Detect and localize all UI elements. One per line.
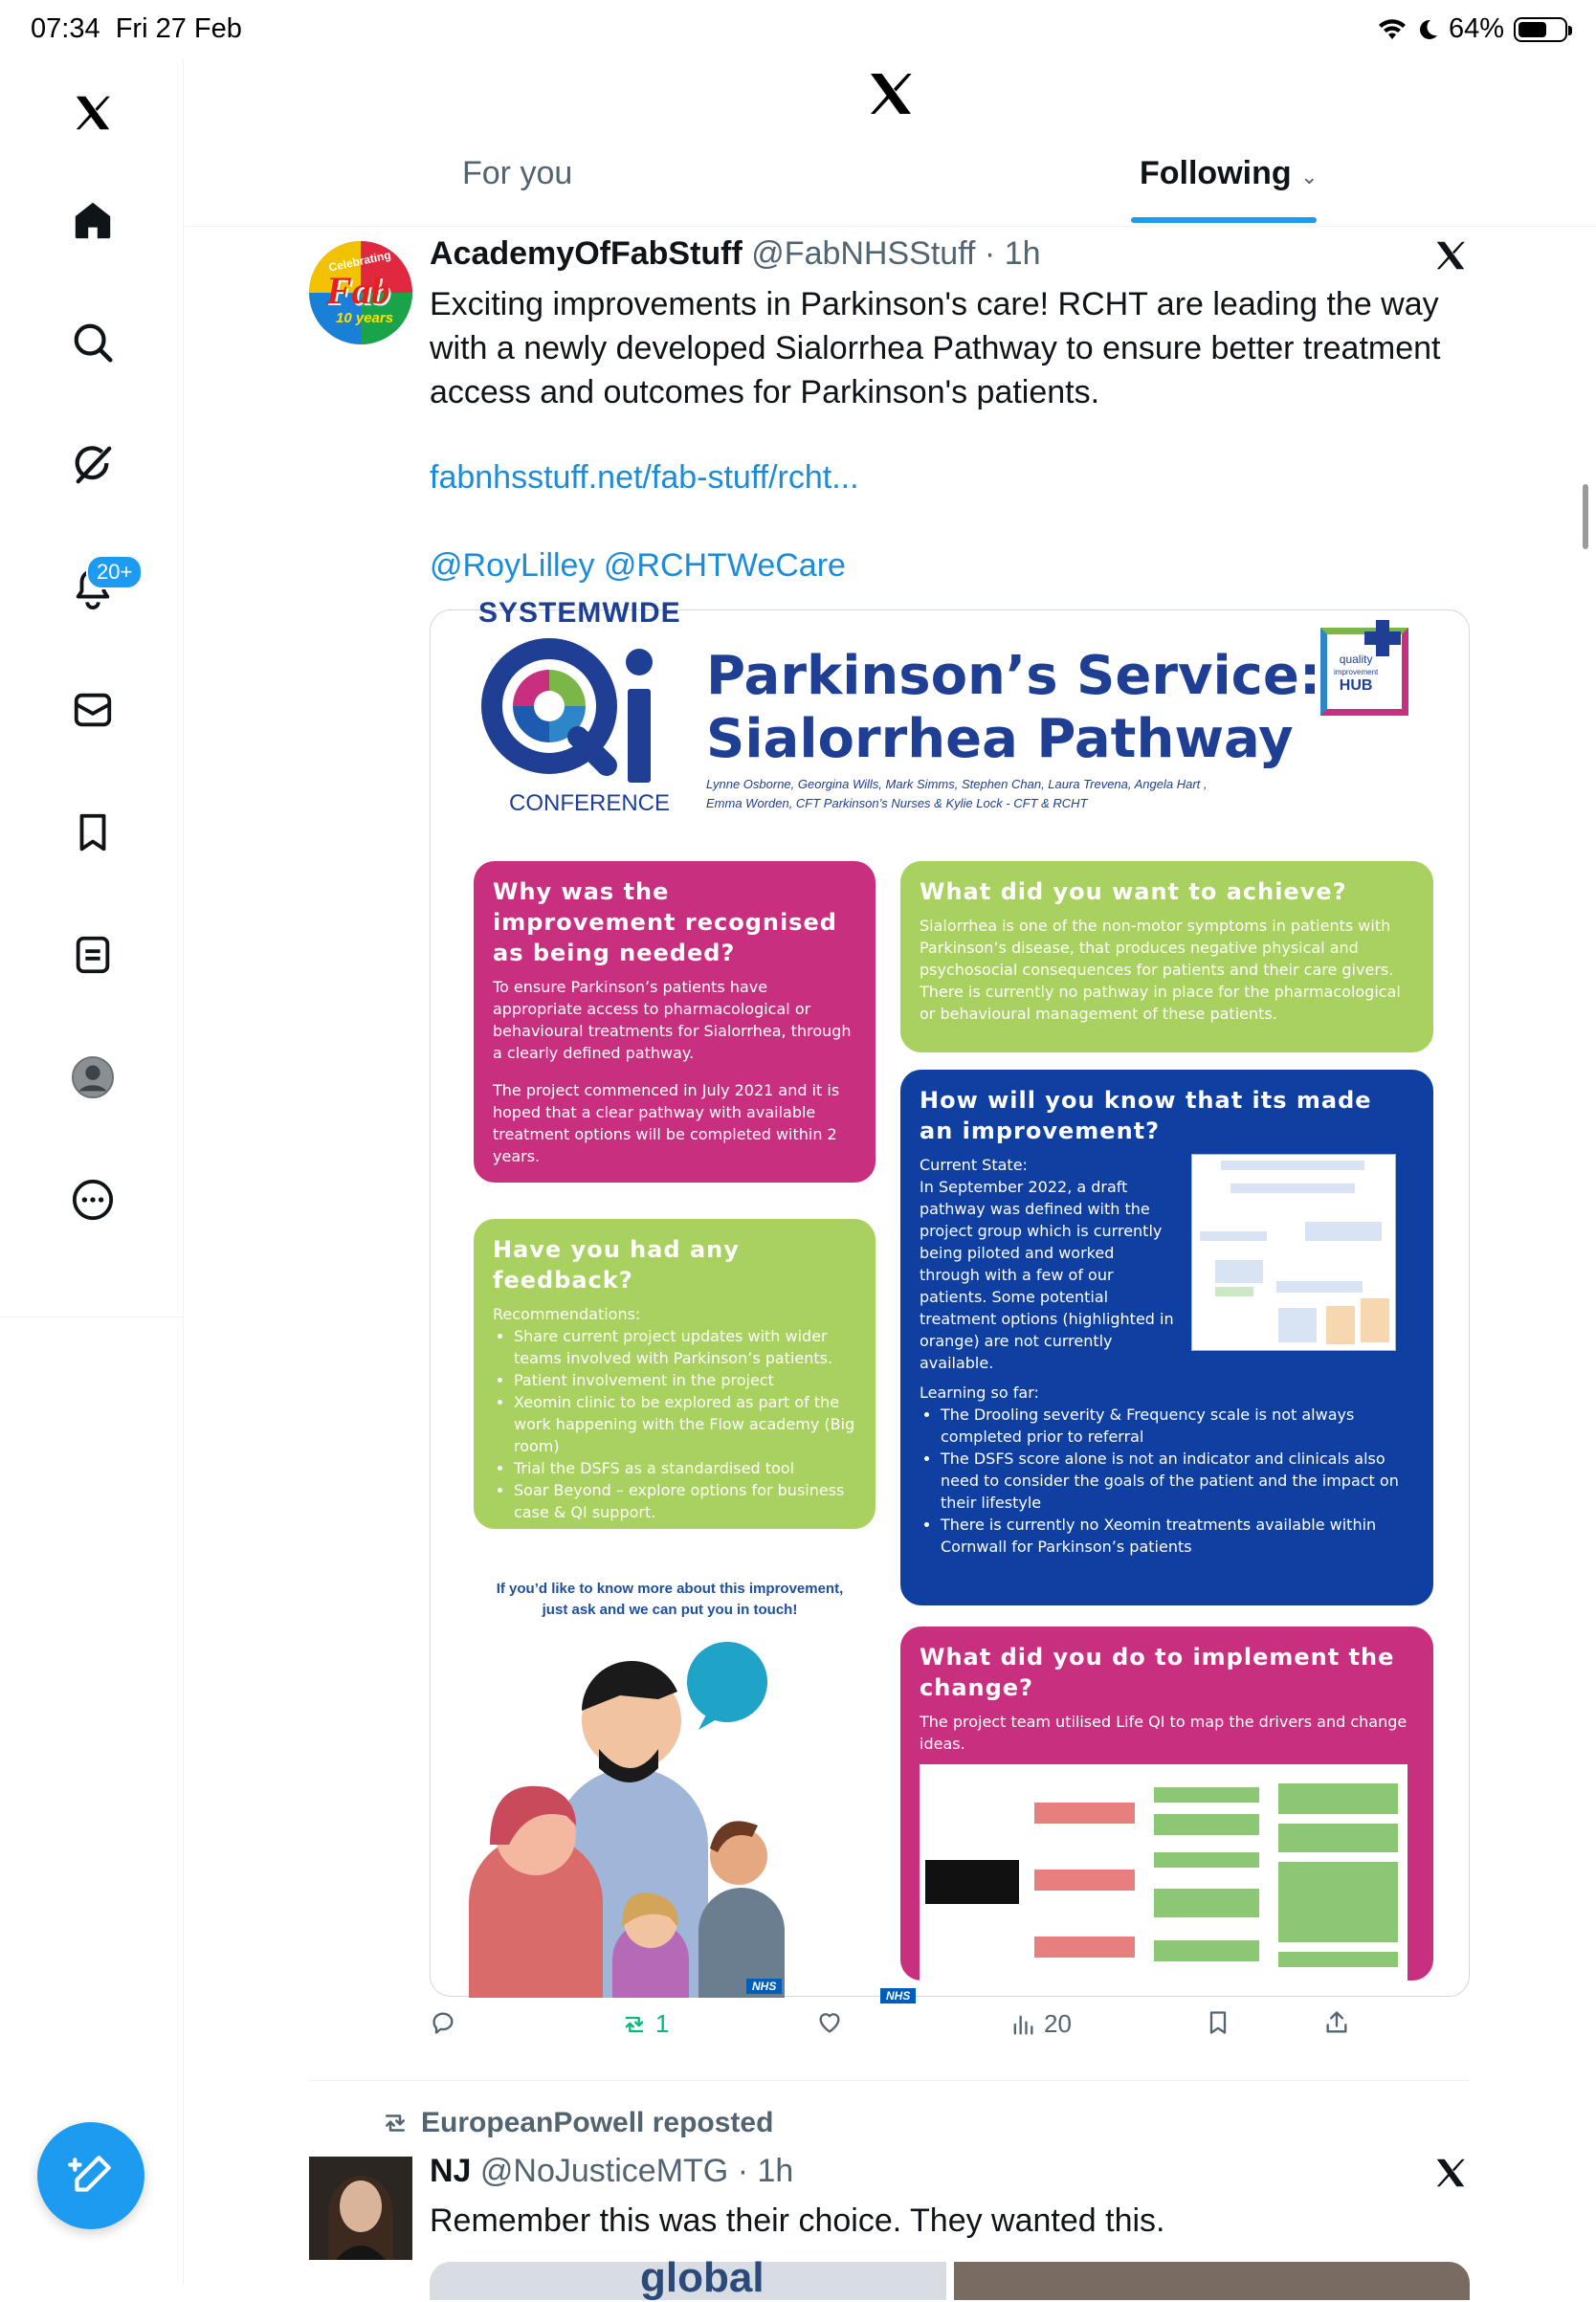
poster-box-implement-title: What did you do to implement the change? — [920, 1644, 1395, 1701]
view-count: 20 — [1044, 2009, 1072, 2038]
lists-icon[interactable] — [68, 930, 118, 980]
moon-icon — [1416, 18, 1439, 41]
qi-hub-logo — [1320, 618, 1416, 714]
poster-box-achieve-title: What did you want to achieve? — [920, 878, 1347, 905]
battery-percent: 64% — [1448, 13, 1504, 44]
bookmark-button[interactable] — [1205, 2009, 1231, 2036]
poster-contact — [469, 1579, 871, 1621]
x-logo-icon[interactable] — [68, 88, 118, 138]
tab-following-label: Following — [1140, 155, 1292, 191]
post-header: AcademyOfFabStuff @FabNHSStuff · 1h — [430, 235, 1041, 272]
poster-box-feedback-title: Have you had any feedback? — [493, 1236, 740, 1294]
poster-recommendation-item: • Trial the DSFS as a standardised tool — [514, 1457, 856, 1479]
tab-following[interactable] — [1140, 155, 1319, 192]
user-handle[interactable]: @FabNHSStuff — [751, 235, 976, 272]
nhs-logo: NHS — [746, 1979, 782, 1994]
bookmarks-icon[interactable] — [68, 808, 118, 857]
poster-box-why-text-2: The project commenced in July 2021 and it is hoped that a clear pathway with available treatment options will be completed within 2 years. — [493, 1081, 840, 1165]
compose-post-icon — [67, 2152, 115, 2200]
views-button[interactable] — [1009, 2009, 1072, 2039]
status-bar — [0, 0, 1596, 59]
poster-current-text: In September 2022, a draft pathway was defined with the project group which is currently being piloted and worked through with a few of our patients. Some potential treatment options (highlighted in orange) are not currently available. — [920, 1178, 1174, 1372]
messages-icon[interactable] — [68, 685, 118, 735]
share-button[interactable] — [1323, 2009, 1350, 2036]
repost-indicator[interactable] — [381, 2107, 773, 2139]
poster-box-measure-title: How will you know that its made an improvement? — [920, 1087, 1372, 1144]
reply-icon — [430, 2009, 456, 2036]
poster-learning-item: • There is currently no Xeomin treatments available within Cornwall for Parkinson’s patients — [941, 1514, 1414, 1558]
compose-post-button[interactable] — [37, 2122, 144, 2229]
poster-authors-line-1: Lynne Osborne, Georgina Wills, Mark Simms, Stephen Chan, Laura Trevena, Angela Hart , — [706, 777, 1208, 791]
views-icon — [1009, 2011, 1036, 2038]
poster-box-achieve — [900, 861, 1433, 1052]
post-mentions[interactable]: @RoyLilley @RCHTWeCare — [430, 547, 846, 584]
bookmark-icon — [1205, 2009, 1231, 2036]
avatar[interactable] — [309, 241, 412, 344]
poster-authors — [706, 775, 1208, 813]
nhs-logo: NHS — [880, 1988, 916, 2003]
avatar-bottom-text: 10 years — [336, 310, 394, 326]
status-time-date — [31, 13, 242, 45]
poster-box-measure — [900, 1070, 1433, 1605]
poster-current-label: Current State: — [920, 1156, 1028, 1174]
tab-for-you[interactable]: For you — [462, 155, 573, 191]
poster-box-implement — [900, 1627, 1433, 1981]
status-time: 07:34 — [31, 13, 100, 44]
x-logo-icon[interactable] — [1432, 237, 1469, 278]
repost-icon — [381, 2109, 410, 2137]
heart-icon — [816, 2009, 843, 2036]
poster-people-illustration — [431, 1644, 880, 1998]
poster-recommendation-item: • Patient involvement in the project — [514, 1369, 856, 1391]
reply-button[interactable] — [430, 2009, 464, 2036]
poster-recommendation-item: • Xeomin clinic to be explored as part of the work happening with the Flow academy (Big room) — [514, 1391, 856, 1457]
tab-active-indicator — [1131, 217, 1317, 223]
avatar-fab-text: Fab — [326, 269, 390, 312]
notification-badge: 20+ — [86, 555, 143, 589]
poster-learning-item: • The Drooling severity & Frequency scale is not always completed prior to referral — [941, 1404, 1414, 1448]
profile-icon[interactable] — [68, 1052, 118, 1102]
post-actions — [430, 2009, 1470, 2051]
reposted-by-label: EuropeanPowell reposted — [421, 2107, 774, 2138]
post-header: NJ @NoJusticeMTG · 1h — [430, 2153, 794, 2189]
post-image[interactable] — [430, 597, 1470, 2003]
grok-icon[interactable] — [68, 440, 118, 490]
poster-recommendations-label: Recommendations: — [493, 1305, 641, 1323]
poster-authors-line-2: Emma Worden, CFT Parkinson’s Nurses & Kylie Lock - CFT & RCHT — [706, 796, 1088, 810]
display-name[interactable]: AcademyOfFabStuff — [430, 235, 743, 272]
poster-box-why-text-1: To ensure Parkinson’s patients have appropriate access to pharmacological or behavioural treatments for Sialorrhea, through a clearly defined pathway. — [493, 978, 852, 1062]
poster-box-achieve-text: Sialorrhea is one of the non-motor symptoms in patients with Parkinson’s disease, that produces negative physical and psychosocial consequences for patients and their care givers. There is currently no pathway in place for the pharmacological or behavioural management of these patients. — [920, 917, 1401, 1023]
post-media-text: global — [640, 2254, 765, 2301]
avatar-top-text: Celebrating — [327, 248, 392, 275]
like-button[interactable] — [816, 2009, 851, 2036]
sidebar — [0, 59, 184, 2285]
post-text: Remember this was their choice. They wanted this. — [430, 2202, 1165, 2239]
driver-diagram — [920, 1764, 1408, 1984]
post-link[interactable]: fabnhsstuff.net/fab-stuff/rcht... — [430, 459, 859, 496]
poster-title — [706, 645, 1320, 771]
poster-contact-line-1: If you’d like to know more about this improvement, — [496, 1581, 844, 1597]
status-right — [1378, 13, 1567, 45]
timeline-header — [185, 59, 1596, 227]
more-icon[interactable] — [68, 1175, 118, 1225]
poster-systemwide: SYSTEMWIDE — [478, 597, 681, 629]
hub-line-3: HUB — [1339, 677, 1373, 694]
poster-box-implement-text: The project team utilised Life QI to map the drivers and change ideas. — [920, 1713, 1408, 1753]
battery-icon — [1514, 17, 1567, 42]
qi-logo-icon — [482, 630, 664, 792]
scrollbar[interactable] — [1583, 484, 1588, 549]
post-time[interactable]: 1h — [757, 2153, 794, 2189]
post-separator — [309, 2080, 1470, 2081]
wifi-icon — [1378, 18, 1407, 41]
poster-box-feedback — [474, 1219, 876, 1529]
post-media-2[interactable] — [954, 2262, 1470, 2300]
status-date: Fri 27 Feb — [115, 13, 242, 44]
poster-recommendation-item: • Share current project updates with wider teams involved with Parkinson’s patients. — [514, 1325, 856, 1369]
share-icon — [1323, 2009, 1350, 2036]
post-text: Exciting improvements in Parkinson's care! RCHT are leading the way with a newly developed Sialorrhea Pathway to ensure better treatment access and outcomes for Parkinson's patients. — [430, 286, 1441, 410]
repost-icon — [621, 2011, 648, 2038]
avatar[interactable] — [309, 2157, 412, 2260]
poster-contact-line-2: just ask and we can put you in touch! — [542, 1602, 798, 1618]
display-name[interactable]: NJ — [430, 2153, 472, 2189]
post-media-1[interactable] — [430, 2254, 946, 2301]
poster-learning-label: Learning so far: — [920, 1383, 1039, 1402]
pathway-diagram — [1191, 1154, 1396, 1351]
chevron-down-icon: ⌄ — [1300, 165, 1319, 188]
x-logo-icon[interactable] — [864, 67, 918, 125]
poster-title-line-1: Parkinson’s Service: — [706, 645, 1321, 707]
search-icon[interactable] — [68, 318, 118, 367]
hub-line-2: improvement — [1334, 668, 1379, 676]
home-icon[interactable] — [68, 195, 118, 245]
post-time[interactable]: 1h — [1004, 235, 1041, 272]
poster-title-line-2: Sialorrhea Pathway — [706, 708, 1294, 770]
hub-line-1: quality — [1339, 653, 1373, 666]
poster-box-why — [474, 861, 876, 1183]
poster-box-why-title: Why was the improvement recognised as being needed? — [493, 878, 837, 966]
poster-recommendation-item: • Soar Beyond – explore options for business case & QI support. — [514, 1479, 856, 1523]
user-handle[interactable]: @NoJusticeMTG — [479, 2153, 729, 2189]
poster-conference: CONFERENCE — [509, 790, 671, 816]
repost-count: 1 — [655, 2009, 670, 2038]
x-logo-icon[interactable] — [1432, 2155, 1469, 2196]
poster-learning-item: • The DSFS score alone is not an indicator and clinicals also need to consider the goals of the patient and the impact on their lifestyle — [941, 1448, 1414, 1514]
repost-button[interactable] — [621, 2009, 669, 2039]
